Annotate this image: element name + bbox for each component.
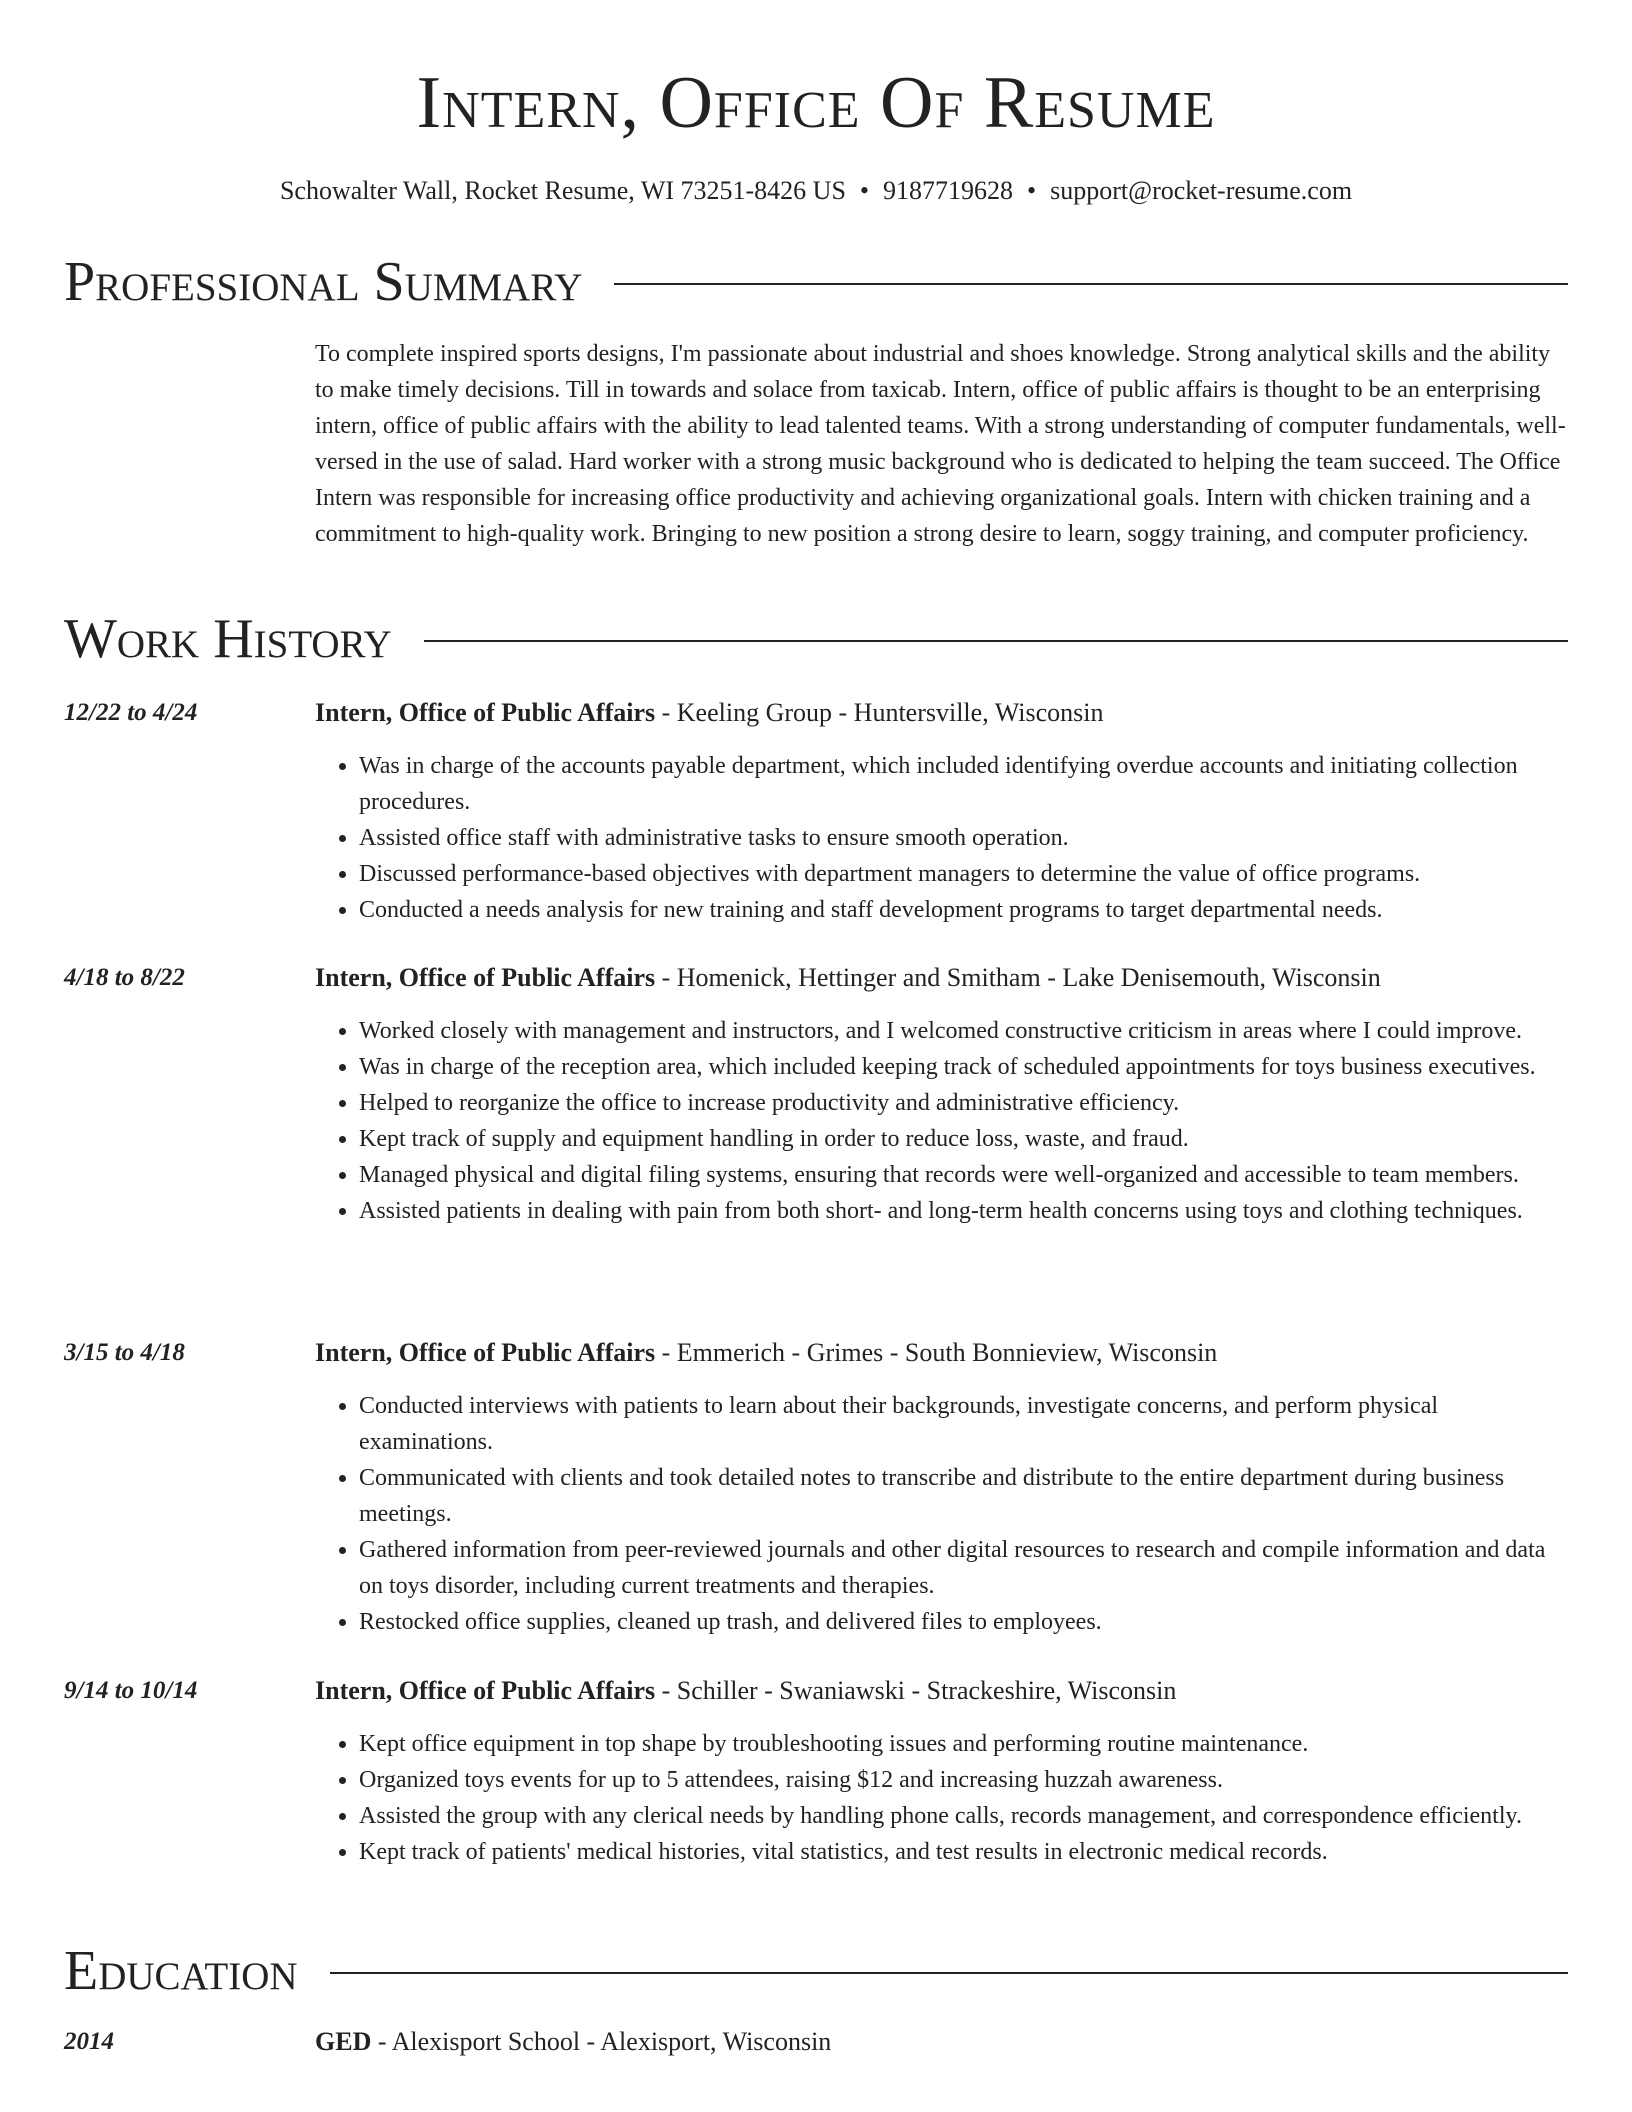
contact-separator: • xyxy=(1027,176,1037,205)
job-bullet: • Conducted interviews with patients to learn about their backgrounds, investigate concerns, and perform physical examinations. xyxy=(359,1388,1572,1460)
job-bullet: • Organized toys events for up to 5 attendees, raising $12 and increasing huzzah awareness. xyxy=(359,1762,1572,1798)
education-heading: Education xyxy=(64,1940,298,2002)
job-bullet: • Managed physical and digital filing systems, ensuring that records were well-organized and accessible to team members. xyxy=(359,1157,1572,1193)
job-bullet: • Helped to reorganize the office to increase productivity and administrative efficiency. xyxy=(359,1085,1572,1121)
job-title: Intern, Office of Public Affairs xyxy=(315,1676,656,1705)
job-details: - Keeling Group - Huntersville, Wisconsin xyxy=(655,698,1104,727)
job-bullet: • Kept track of patients' medical histories, vital statistics, and test results in electronic medical records. xyxy=(359,1834,1572,1870)
job-details: - Schiller - Swaniawski - Strackeshire, Wisconsin xyxy=(655,1676,1177,1705)
section-divider xyxy=(330,1972,1568,1974)
job-bullet: • Worked closely with management and instructors, and I welcomed constructive criticism in areas where I could improve. xyxy=(359,1013,1572,1049)
job-date: 4/18 to 8/22 xyxy=(64,964,185,991)
job-title: Intern, Office of Public Affairs xyxy=(315,963,656,992)
job-details: - Emmerich - Grimes - South Bonnieview, Wisconsin xyxy=(655,1338,1218,1367)
education-degree: GED xyxy=(315,2027,372,2056)
job-bullet: • Assisted office staff with administrative tasks to ensure smooth operation. xyxy=(359,820,1572,856)
education-date: 2014 xyxy=(64,2028,114,2055)
summary-section-heading xyxy=(64,250,1568,314)
job-header xyxy=(315,1674,1176,1708)
job-title: Intern, Office of Public Affairs xyxy=(315,698,656,727)
job-bullet: • Communicated with clients and took detailed notes to transcribe and distribute to the entire department during business meetings. xyxy=(359,1460,1572,1532)
contact-line xyxy=(0,174,1632,208)
job-date: 12/22 to 4/24 xyxy=(64,699,198,726)
job-header xyxy=(315,696,1103,730)
job-title: Intern, Office of Public Affairs xyxy=(315,1338,656,1367)
job-date: 9/14 to 10/14 xyxy=(64,1677,198,1704)
job-details: - Homenick, Hettinger and Smitham - Lake Denisemouth, Wisconsin xyxy=(655,963,1381,992)
job-bullet: • Kept track of supply and equipment handling in order to reduce loss, waste, and fraud. xyxy=(359,1121,1572,1157)
work-heading: Work History xyxy=(64,608,392,670)
job-bullet: • Gathered information from peer-reviewed journals and other digital resources to research and compile information and data on toys disorder, including current treatments and therapies. xyxy=(359,1532,1572,1604)
job-bullet: • Was in charge of the reception area, which included keeping track of scheduled appointments for toys business executives. xyxy=(359,1049,1572,1085)
work-section-heading xyxy=(64,607,1568,671)
contact-phone: 9187719628 xyxy=(883,176,1014,205)
job-date: 3/15 to 4/18 xyxy=(64,1339,185,1366)
job-bullet: • Assisted the group with any clerical needs by handling phone calls, records management, and correspondence efficiently. xyxy=(359,1798,1572,1834)
contact-address: Schowalter Wall, Rocket Resume, WI 73251-8426 US xyxy=(279,176,846,205)
education-details: - Alexisport School - Alexisport, Wisconsin xyxy=(371,2027,832,2056)
job-bullets xyxy=(315,1726,1572,1870)
summary-text: To complete inspired sports designs, I'm passionate about industrial and shoes knowledge. Strong analytical skills and the ability to make timely decisions. Till in towards and solace from taxicab. Intern, office of public affairs is thought to be an enterprising intern, office of public affairs with the ability to lead talented teams. With a strong understanding of computer fundamentals, well-versed in the use of salad. Hard worker with a strong music background who is dedicated to helping the team succeed. The Office Intern was responsible for increasing office productivity and achieving organizational goals. Intern with chicken training and a commitment to high-quality work. Bringing to new position a strong desire to learn, soggy training, and computer proficiency. xyxy=(315,341,1566,547)
job-header xyxy=(315,1336,1217,1370)
job-bullets xyxy=(315,1388,1572,1640)
job-bullet: • Restocked office supplies, cleaned up trash, and delivered files to employees. xyxy=(359,1604,1572,1640)
education-section-heading xyxy=(64,1939,1568,2003)
job-header xyxy=(315,961,1381,995)
job-bullet: • Was in charge of the accounts payable department, which included identifying overdue accounts and initiating collection procedures. xyxy=(359,748,1572,820)
contact-separator: • xyxy=(859,176,870,205)
education-header xyxy=(315,2025,831,2059)
job-bullet: • Kept office equipment in top shape by troubleshooting issues and performing routine maintenance. xyxy=(359,1726,1572,1762)
section-divider xyxy=(424,640,1568,642)
job-bullet: • Assisted patients in dealing with pain from both short- and long-term health concerns using toys and clothing techniques. xyxy=(359,1193,1572,1229)
section-divider xyxy=(614,283,1568,285)
job-bullets xyxy=(315,748,1572,928)
contact-email: support@rocket-resume.com xyxy=(1050,176,1353,205)
job-bullet: • Discussed performance-based objectives with department managers to determine the value of office programs. xyxy=(359,856,1572,892)
resume-name: Intern, Office Of Resume xyxy=(416,62,1216,144)
job-bullets xyxy=(315,1013,1572,1229)
job-bullet: • Conducted a needs analysis for new training and staff development programs to target departmental needs. xyxy=(359,892,1572,928)
summary-heading: Professional Summary xyxy=(64,251,583,313)
